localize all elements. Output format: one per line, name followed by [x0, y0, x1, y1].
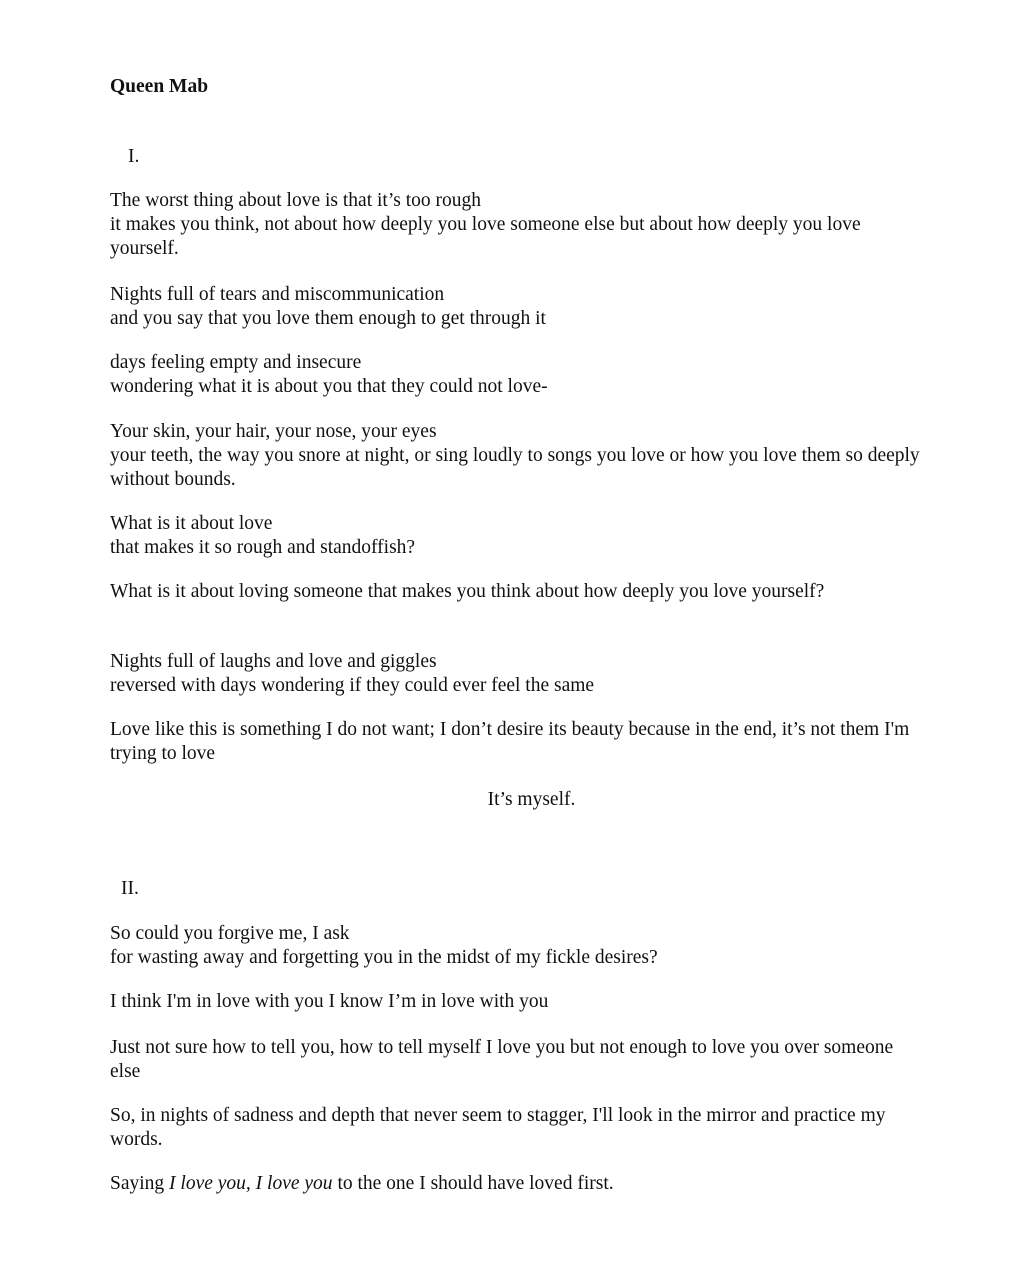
verse-line: Nights full of laughs and love and giggles: [110, 651, 437, 672]
closing-line: It’s myself.: [487, 789, 576, 810]
section-numeral-2: II.: [121, 878, 139, 899]
verse-suffix: to the one I should have loved first.: [332, 1173, 614, 1194]
verse-line: reversed with days wondering if they could ever feel the same: [110, 675, 595, 696]
verse-line: I think I'm in love with you I know I’m in love with you: [110, 991, 549, 1012]
verse-line: So could you forgive me, I ask: [110, 923, 350, 944]
verse-line: What is it about love: [110, 513, 273, 534]
verse-line: for wasting away and forgetting you in the midst of my fickle desires?: [110, 947, 658, 968]
verse-line: and you say that you love them enough to get through it: [110, 308, 546, 329]
verse-line: So, in nights of sadness and depth that never seem to stagger, I'll look in the mirror and practice my words.: [110, 1105, 886, 1150]
verse-line: What is it about loving someone that makes you think about how deeply you love yourself?: [110, 581, 825, 602]
verse-line: Nights full of tears and miscommunication: [110, 284, 445, 305]
verse-line: that makes it so rough and standoffish?: [110, 537, 416, 558]
verse-line: Your skin, your hair, your nose, your eyes: [110, 421, 437, 442]
stanza-1-5: [110, 512, 925, 560]
stanza-2-4: [110, 1104, 925, 1152]
verse-line: days feeling empty and insecure: [110, 352, 362, 373]
stanza-1-7: [110, 650, 925, 698]
verse-line: The worst thing about love is that it’s too rough: [110, 190, 482, 211]
stanza-1-4: [110, 420, 925, 492]
verse-line: wondering what it is about you that they could not love-: [110, 376, 548, 397]
stanza-1-3: [110, 351, 925, 399]
verse-line: your teeth, the way you snore at night, or sing loudly to songs you love or how you love them so deeply without bounds.: [110, 445, 920, 490]
verse-line: it makes you think, not about how deeply you love someone else but about how deeply you love yourself.: [110, 214, 861, 259]
stanza-2-3: [110, 1036, 925, 1084]
section-numeral-1: I.: [128, 146, 140, 167]
stanza-2-2: [110, 990, 925, 1014]
stanza-1-2: [110, 283, 925, 331]
verse-prefix: Saying: [110, 1173, 170, 1194]
stanza-1-6: [110, 580, 925, 604]
verse-italic: I love you, I love you: [169, 1173, 333, 1194]
stanza-1-1: [110, 189, 925, 261]
stanza-1-8: [110, 718, 925, 766]
verse-line: Just not sure how to tell you, how to tell myself I love you but not enough to love you over someone else: [110, 1037, 894, 1082]
stanza-2-1: [110, 922, 925, 970]
stanza-2-5: [110, 1172, 925, 1196]
verse-line: [110, 1172, 925, 1196]
verse-line: Love like this is something I do not want; I don’t desire its beauty because in the end, it’s not them I'm trying to love: [110, 719, 910, 764]
poem-title: Queen Mab: [110, 76, 209, 97]
